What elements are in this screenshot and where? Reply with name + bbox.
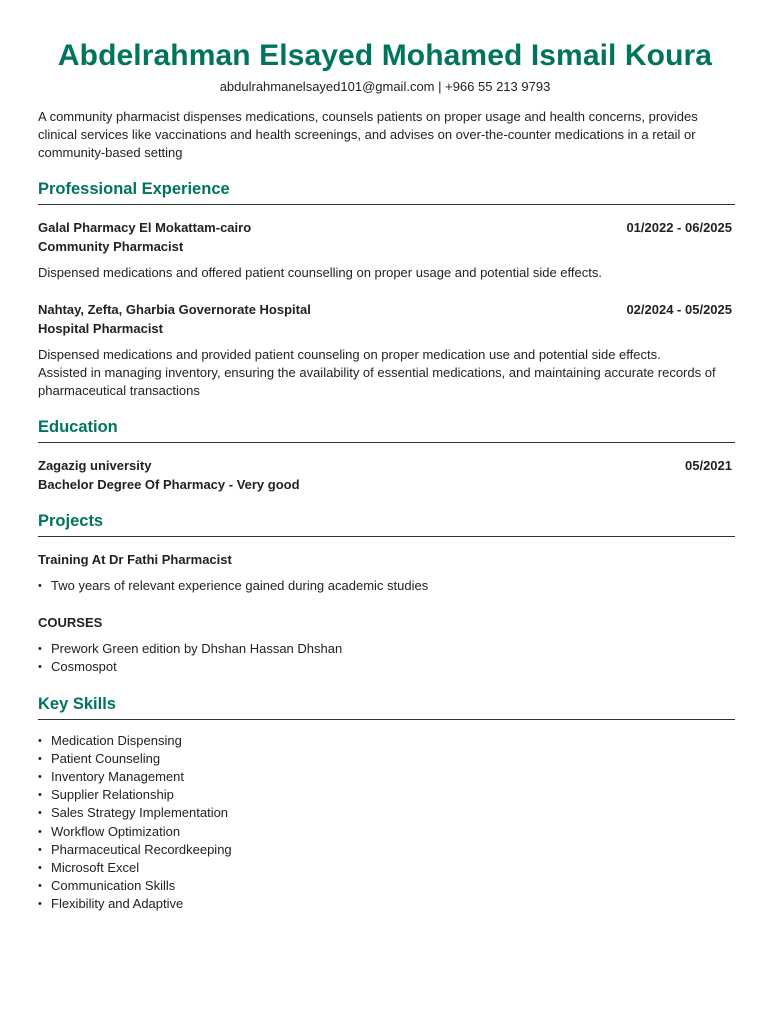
courses-heading: COURSES: [38, 615, 103, 631]
list-item: • Inventory Management: [38, 768, 732, 786]
job-description: [38, 346, 732, 400]
courses-list: [38, 640, 732, 676]
list-item: • Two years of relevant experience gained during academic studies: [38, 577, 732, 595]
employment-dates: 01/2022 - 06/2025: [626, 220, 732, 235]
projects-section: [38, 510, 732, 677]
education-entry: [38, 456, 732, 494]
list-item: • Microsoft Excel: [38, 859, 732, 877]
job-title: Community Pharmacist: [38, 239, 184, 254]
bullet-icon: •: [38, 580, 42, 592]
experience-heading: Professional Experience: [38, 178, 735, 205]
bullet-icon: •: [38, 843, 42, 856]
projects-heading: Projects: [38, 510, 735, 537]
employer-name: Nahtay, Zefta, Gharbia Governorate Hospital: [38, 302, 311, 317]
bullet-icon: •: [38, 825, 42, 838]
candidate-name: Abdelrahman Elsayed Mohamed Ismail Koura: [57, 39, 713, 72]
bullet-icon: •: [38, 643, 42, 656]
bullet-icon: •: [38, 734, 42, 747]
list-item: • Patient Counseling: [38, 750, 732, 768]
employment-dates: 02/2024 - 05/2025: [626, 302, 732, 317]
experience-entry-header: [38, 300, 732, 319]
list-item: • Communication Skills: [38, 877, 732, 895]
job-title: Hospital Pharmacist: [38, 321, 163, 336]
skills-section: [38, 693, 732, 914]
job-description: [38, 264, 732, 282]
project-title: Training At Dr Fathi Pharmacist: [38, 552, 232, 567]
bullet-icon: •: [38, 807, 42, 820]
list-item: • Cosmospot: [38, 658, 732, 676]
job-description-line: Assisted in managing inventory, ensuring the availability of essential medications, and maintaining accurate records of pharmaceutical transactions: [38, 365, 716, 398]
contact-line: abdulrahmanelsayed101@gmail.com | +966 55 213 9793: [219, 79, 551, 94]
list-item: • Flexibility and Adaptive: [38, 895, 732, 913]
list-item: • Supplier Relationship: [38, 786, 732, 804]
job-description-line: Dispensed medications and offered patient counselling on proper usage and potential side effects.: [38, 265, 602, 280]
education-entry-header: [38, 456, 732, 475]
graduation-date: 05/2021: [685, 458, 732, 473]
project-bullet-list: [38, 577, 732, 595]
bullet-icon: •: [38, 898, 42, 911]
education-heading: Education: [38, 416, 735, 443]
employer-name: Galal Pharmacy El Mokattam-cairo: [38, 220, 252, 235]
experience-entry-header: [38, 218, 732, 237]
skills-list: [38, 732, 732, 914]
bullet-icon: •: [38, 862, 42, 875]
experience-section: [38, 178, 732, 400]
skills-heading: Key Skills: [38, 693, 735, 720]
experience-entry: [38, 218, 732, 282]
experience-entry: [38, 300, 732, 400]
degree-title: Bachelor Degree Of Pharmacy - Very good: [38, 477, 300, 492]
bullet-icon: •: [38, 752, 42, 765]
education-section: [38, 416, 732, 494]
list-item: • Prework Green edition by Dhshan Hassan Dhshan: [38, 640, 732, 658]
list-item: • Sales Strategy Implementation: [38, 804, 732, 822]
list-item: • Workflow Optimization: [38, 823, 732, 841]
bullet-icon: •: [38, 789, 42, 802]
job-description-line: Dispensed medications and provided patient counseling on proper medication use and potential side effects.: [38, 347, 661, 362]
bullet-icon: •: [38, 771, 42, 784]
bullet-icon: •: [38, 880, 42, 893]
list-item: • Medication Dispensing: [38, 732, 732, 750]
bullet-icon: •: [38, 661, 42, 674]
institution-name: Zagazig university: [38, 458, 152, 473]
list-item: • Pharmaceutical Recordkeeping: [38, 841, 732, 859]
summary-paragraph: A community pharmacist dispenses medications, counsels patients on proper usage and health concerns, provides clinical services like vaccinations and health screenings, and advises on over-the-counter medications in a retail or community-based setting: [38, 109, 698, 160]
